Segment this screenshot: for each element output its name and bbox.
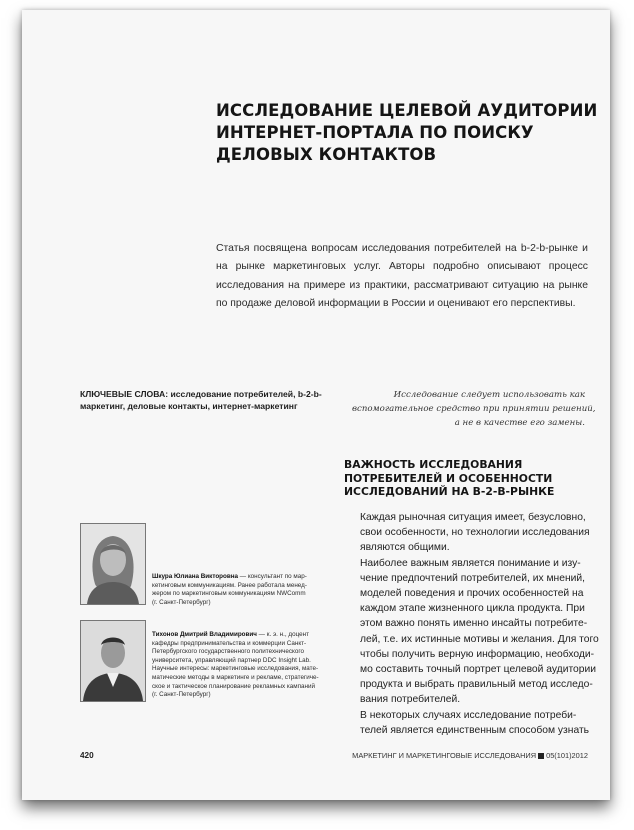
text-line: моделей поведения и прочих особенностей на [360,588,584,600]
text-line: Наиболее важным является понимание и изу- [360,557,581,569]
bio-line: (г. Санкт-Петербург) [152,691,211,699]
page-number: 420 [80,751,94,760]
author-name: Шкура Юлиана Викторовна [152,573,239,580]
section-heading-line: ВАЖНОСТЬ ИССЛЕДОВАНИЯ [344,458,523,471]
bio-line: матические методы в маркетинге и рекламе, стратегиче- [152,673,319,681]
text-line: чение предпочтений потребителей, их мнений, [360,572,586,584]
author-photo-male [80,620,146,702]
bio-line: университета, управляющий партнер DDC Insight Lab. [152,656,311,664]
text-line: этом важно понять именно инсайты потребите- [360,618,588,630]
keywords-label: КЛЮЧЕВЫЕ СЛОВА: [80,389,169,399]
epigraph-line: Исследование следует использовать как [393,390,585,400]
text-line: В некоторых случаях исследование потреби- [360,709,577,721]
article-title-line: ИССЛЕДОВАНИЕ ЦЕЛЕВОЙ АУДИТОРИИ [216,101,598,120]
section-heading-line: ИССЛЕДОВАНИЙ НА B-2-B-РЫНКЕ [344,485,555,498]
paragraph [344,510,589,556]
issue-number: 05(101)2012 [546,751,588,760]
author-name: Тихонов Дмитрий Владимирович [152,631,257,638]
text-line: телей является единственным способом узнать [360,724,590,736]
keywords-text: исследование потребителей, b-2-b-маркетинг, деловые контакты, интернет-маркетинг [80,389,322,411]
text-line: вания потребителей. [360,694,461,706]
article-title-line: ДЕЛОВЫХ КОНТАКТОВ [216,145,437,164]
bio-line: жером по маркетинговым коммуникациям NWComm [152,590,306,598]
bio-line: Петербургского государственного политехнического [152,648,305,656]
paragraph [344,708,589,738]
paragraph [344,556,599,708]
text-line: Каждая рыночная ситуация имеет, безусловно, [360,512,586,523]
text-line: являются общими. [360,542,450,554]
text-line: мо составить точный портрет целевой аудитории [360,664,596,676]
article-title [216,100,598,166]
text-line: чтобы получить верную информацию, необходи- [360,648,595,660]
bio-line: кетинговым коммуникациям. Ранее работала менед- [152,581,307,589]
epigraph-line: вспомогательное средство при принятии решений, [352,404,596,414]
article-abstract: Статья посвящена вопросам исследования потребителей на b-2-b-рынке и на рынке маркетинговых услуг. Авторы подробно описывают процесс исследования на примере из практики, рассматривают ситуацию на рынке по продаже деловой информации в России и оценивают его перспективы. [216,243,588,310]
bio-line: — к. э. н., доцент [256,631,309,638]
epigraph [352,388,596,430]
author-bio [152,573,322,607]
bio-line: кафедры предпринимательства и коммерции Санкт- [152,639,307,647]
author-bio [152,631,322,700]
bio-line: — консультант по мар- [238,573,307,580]
keywords [80,389,328,412]
epigraph-line: а не в качестве его замены. [454,418,585,428]
bio-line: (г. Санкт-Петербург) [152,598,211,606]
journal-name: МАРКЕТИНГ И МАРКЕТИНГОВЫЕ ИССЛЕДОВАНИЯ [352,751,537,760]
running-footer [352,751,588,760]
text-line: свои особенности, но технологии исследования [360,527,590,539]
body-text [344,510,599,738]
text-line: лей, т.е. их истинные мотивы и желания. Для того [360,633,599,645]
section-heading-line: ПОТРЕБИТЕЛЕЙ И ОСОБЕННОСТИ [344,471,553,485]
bio-line: ское и тактическое планирование рекламных кампаний [152,682,316,690]
section-heading [344,458,594,499]
journal-page [22,10,610,800]
text-line: продукта и выбрать правильный метод исследо- [360,679,593,691]
bio-line: Научные интересы: маркетинговые исследования, мате- [152,665,319,673]
article-title-line: ИНТЕРНЕТ-ПОРТАЛА ПО ПОИСКУ [216,123,534,142]
text-line: каждом этапе жизненного цикла продукта. При [360,603,585,615]
square-bullet-icon [538,753,544,759]
author-photo-female [80,523,146,605]
